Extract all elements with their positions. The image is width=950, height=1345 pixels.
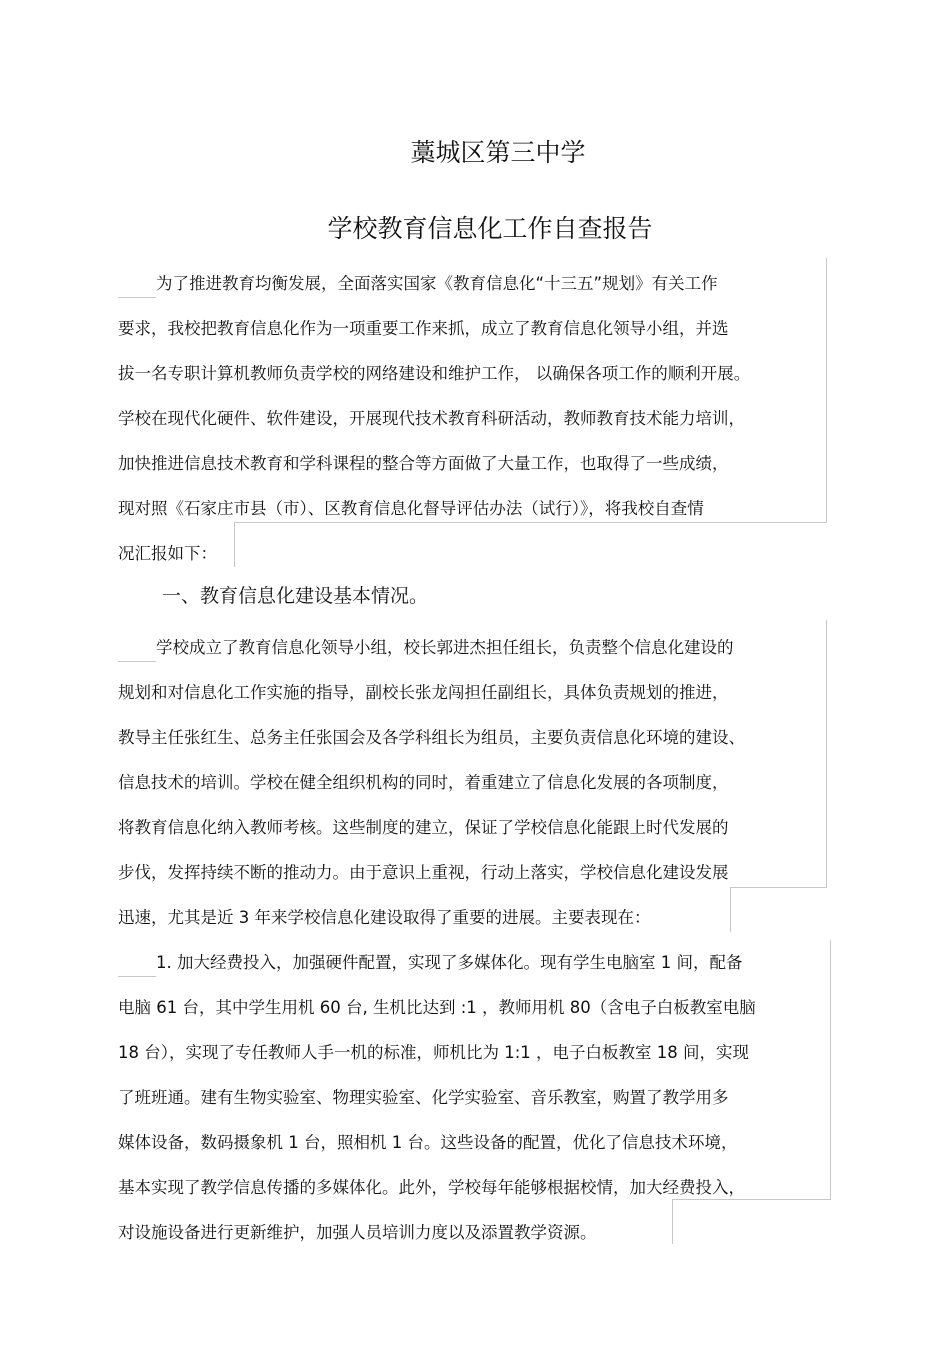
layout-rule — [234, 522, 827, 523]
section1-line: 步伐，发挥持续不断的推动力。由于意识上重视，行动上落实，学校信息化建设发展 — [118, 863, 729, 882]
intro-line: 加快推进信息技术教育和学科课程的整合等方面做了大量工作，也取得了一些成绩， — [118, 454, 729, 473]
section-heading: 一、教育信息化建设基本情况。 — [162, 585, 429, 607]
item1-line: 电脑 61 台，其中学生用机 60 台, 生机比达到 :1 ，教师用机 80（含电子白板教室电脑 — [118, 998, 756, 1017]
layout-rule — [672, 1199, 831, 1200]
item1-line: 对设施设备进行更新维护，加强人员培训力度以及添置教学资源。 — [118, 1223, 597, 1242]
layout-rule — [234, 522, 235, 567]
layout-rule — [118, 297, 156, 298]
item1-line: 媒体设备，数码摄象机 1 台，照相机 1 台。这些设备的配置，优化了信息技术环境， — [118, 1133, 738, 1152]
item1-line: 基本实现了教学信息传播的多媒体化。此外，学校每年能够根据校情，加大经费投入， — [118, 1178, 745, 1197]
intro-line: 为了推进教育均衡发展，全面落实国家《教育信息化“十三五”规划》有关工作 — [156, 274, 718, 293]
intro-line: 学校在现代化硬件、软件建设，开展现代技术教育科研活动，教师教育技术能力培训， — [118, 409, 745, 428]
section1-line: 迅速，尤其是近 3 年来学校信息化建设取得了重要的进展。主要表现在： — [118, 908, 651, 927]
intro-line: 要求，我校把教育信息化作为一项重要工作来抓，成立了教育信息化领导小组，并选 — [118, 319, 729, 338]
layout-rule — [118, 976, 156, 977]
layout-rule — [118, 661, 156, 662]
section1-line: 教导主任张红生、总务主任张国会及各学科组长为组员，主要负责信息化环境的建设、 — [118, 728, 745, 747]
layout-rule — [730, 887, 731, 932]
section1-line: 信息技术的培训。学校在健全组织机构的同时，着重建立了信息化发展的各项制度， — [118, 773, 729, 792]
section1-line: 学校成立了教育信息化领导小组，校长郭进杰担任组长，负责整个信息化建设的 — [156, 638, 734, 657]
intro-line: 况汇报如下： — [118, 544, 217, 563]
layout-rule — [730, 887, 827, 888]
item1-line: 18 台），实现了专任教师人手一机的标准，师机比为 1:1 ，电子白板教室 18 间，实现 — [118, 1043, 750, 1062]
school-name-title: 藁城区第三中学 — [410, 138, 586, 167]
intro-line: 现对照《石家庄市县（市）、区教育信息化督导评估办法（试行）》，将我校自查情 — [118, 499, 704, 518]
layout-rule — [672, 1199, 673, 1244]
section1-line: 将教育信息化纳入教师考核。这些制度的建立，保证了学校信息化能跟上时代发展的 — [118, 818, 729, 837]
intro-line: 拔一名专职计算机教师负责学校的网络建设和维护工作， 以确保各项工作的顺利开展。 — [118, 364, 751, 383]
item1-line: 了班班通。建有生物实验室、物理实验室、化学实验室、音乐教室，购置了教学用多 — [118, 1088, 729, 1107]
layout-rule — [826, 258, 827, 523]
item1-line: 1. 加大经费投入，加强硬件配置，实现了多媒体化。现有学生电脑室 1 间，配备 — [156, 953, 743, 972]
report-title: 学校教育信息化工作自查报告 — [327, 214, 653, 243]
layout-rule — [826, 620, 827, 888]
section1-line: 规划和对信息化工作实施的指导，副校长张龙闯担任副组长，具体负责规划的推进， — [118, 683, 729, 702]
layout-rule — [830, 940, 831, 1200]
